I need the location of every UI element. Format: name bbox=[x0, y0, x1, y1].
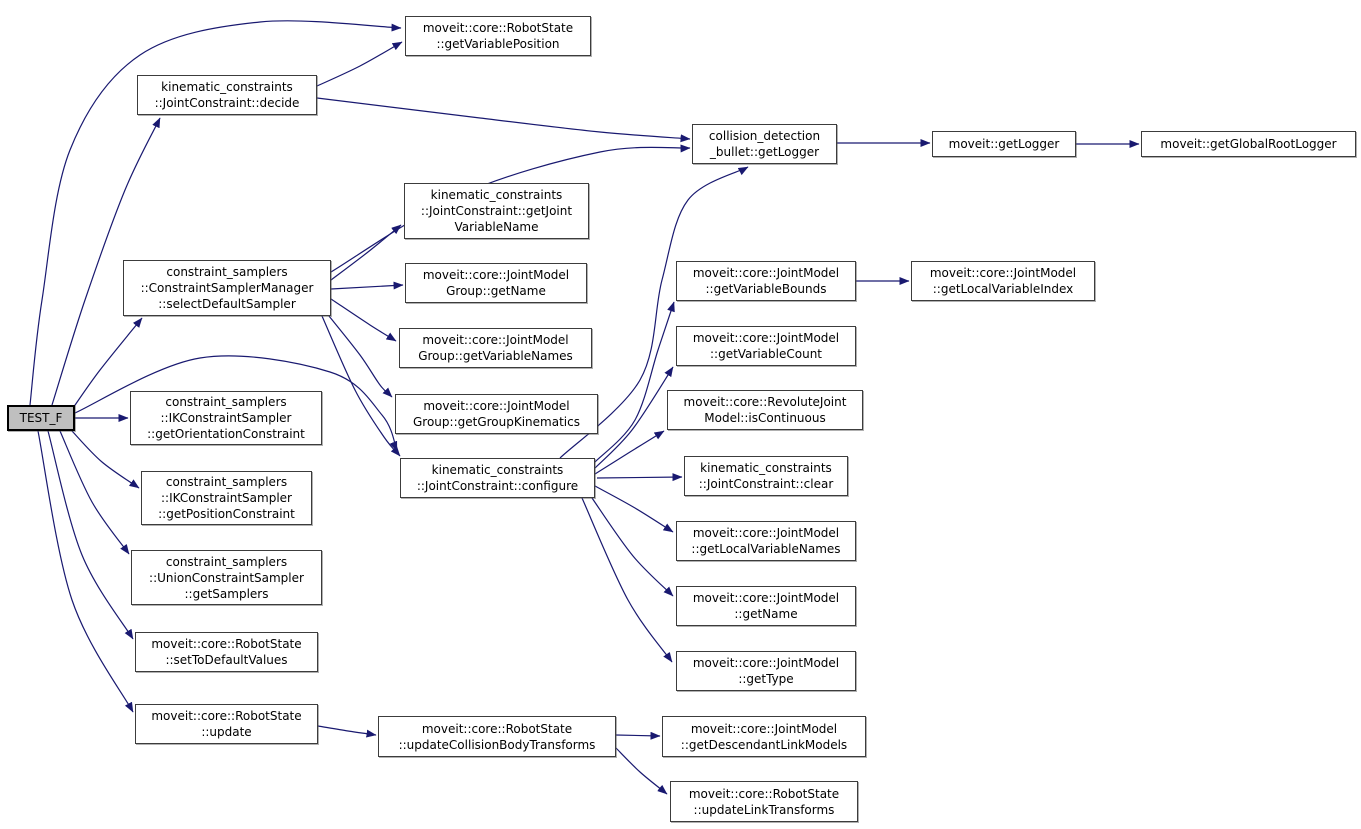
node-label-line: moveit::getGlobalRootLogger bbox=[1160, 137, 1337, 151]
node-jm-get-type[interactable] bbox=[676, 651, 856, 691]
node-label-line: ::update bbox=[201, 725, 252, 739]
node-label-line: constraint_samplers bbox=[165, 395, 287, 409]
node-label-line: constraint_samplers bbox=[165, 554, 288, 569]
node-revolute-is-continuous[interactable] bbox=[667, 390, 863, 430]
node-get-orientation-constraint[interactable] bbox=[130, 391, 322, 445]
node-label-line: ::JointConstraint::decide bbox=[154, 96, 300, 110]
node-update-collision-body-transforms[interactable] bbox=[378, 716, 616, 757]
node-test-f bbox=[7, 405, 75, 431]
node-label-line: ::updateCollisionBodyTransforms bbox=[398, 737, 596, 752]
node-label-line: ::IKConstraintSampler bbox=[161, 491, 292, 505]
node-label-line: moveit::core::JointModel bbox=[690, 721, 838, 736]
node-bullet-get-logger[interactable] bbox=[692, 124, 837, 164]
node-jm-get-local-variable-names[interactable] bbox=[676, 521, 856, 561]
node-label-line: ::IKConstraintSampler bbox=[160, 411, 292, 425]
node-label-line: constraint_samplers bbox=[165, 475, 288, 489]
node-label-line: ::ConstraintSamplerManager bbox=[140, 281, 314, 295]
node-label-line: moveit::core::JointModel bbox=[929, 266, 1077, 280]
node-label-line: ::getDescendantLinkModels bbox=[680, 737, 848, 752]
edge-select_default_sampler-to-get_joint_variable_name bbox=[331, 225, 401, 280]
node-label-line: moveit::core::JointModel bbox=[692, 331, 840, 345]
edge-test_f-to-union_get_samplers bbox=[60, 431, 129, 554]
node-label-line: Model::isContinuous bbox=[704, 411, 826, 425]
node-joint-constraint-decide[interactable] bbox=[137, 75, 317, 115]
node-label-line: moveit::core::JointModel bbox=[692, 526, 840, 540]
edge-select_default_sampler-to-jmg_get_variable_names bbox=[331, 299, 396, 341]
node-label-line: ::getVariableBounds bbox=[705, 282, 827, 296]
edge-joint_constraint_configure-to-jm_get_name bbox=[592, 498, 673, 596]
node-label-line: ::UnionConstraintSampler bbox=[149, 570, 304, 585]
node-label-line: ::getPositionConstraint bbox=[158, 507, 295, 521]
node-joint-constraint-configure[interactable] bbox=[400, 458, 595, 498]
node-get-position-constraint[interactable] bbox=[141, 471, 312, 525]
node-label-line: moveit::core::RobotState bbox=[422, 21, 574, 35]
node-label-line: Group::getVariableNames bbox=[418, 349, 573, 363]
node-label-line: VariableName bbox=[454, 220, 539, 234]
edge-update_collision_body_transforms-to-get_descendant_link_models bbox=[616, 735, 660, 736]
node-moveit-get-logger[interactable] bbox=[932, 131, 1076, 157]
node-label-line: kinematic_constraints bbox=[700, 461, 832, 475]
node-jm-get-variable-bounds[interactable] bbox=[676, 261, 856, 301]
node-label-line: ::updateLinkTransforms bbox=[693, 802, 835, 817]
node-label-line: moveit::core::JointModel bbox=[422, 268, 570, 282]
node-select-default-sampler[interactable] bbox=[123, 260, 331, 316]
node-label-line: kinematic_constraints bbox=[431, 463, 564, 477]
node-joint-constraint-clear[interactable] bbox=[684, 456, 848, 496]
node-jmg-get-group-kinematics[interactable] bbox=[395, 394, 598, 434]
node-label-line: constraint_samplers bbox=[166, 265, 288, 279]
node-label-line: ::getName bbox=[734, 607, 798, 621]
node-label-line: ::getLocalVariableIndex bbox=[932, 282, 1074, 296]
edge-joint_constraint_configure-to-jm_get_variable_bounds bbox=[595, 302, 674, 462]
edge-rs_update-to-update_collision_body_transforms bbox=[318, 726, 376, 735]
edge-select_default_sampler-to-jmg_get_group_kinematics bbox=[329, 316, 392, 397]
node-jm-get-variable-count[interactable] bbox=[676, 326, 856, 366]
node-label-line: moveit::core::RevoluteJoint bbox=[683, 395, 847, 409]
node-label-line: moveit::core::JointModel bbox=[692, 656, 840, 670]
node-label-line: collision_detection bbox=[708, 129, 821, 143]
node-label-line: kinematic_constraints bbox=[430, 188, 563, 202]
node-update-link-transforms[interactable] bbox=[670, 781, 858, 822]
node-label-line: moveit::core::RobotState bbox=[151, 709, 302, 723]
node-label-line: TEST_F bbox=[19, 411, 63, 425]
edge-joint_constraint_decide-to-get_variable_position bbox=[317, 42, 402, 86]
node-union-get-samplers[interactable] bbox=[131, 550, 322, 605]
node-label-line: ::JointConstraint::getJoint bbox=[420, 204, 573, 218]
node-label-line: kinematic_constraints bbox=[161, 80, 293, 94]
edge-test_f-to-rs_update bbox=[38, 431, 133, 712]
node-label-line: ::getVariablePosition bbox=[436, 37, 560, 51]
node-rs-update[interactable] bbox=[135, 704, 318, 744]
node-label-line: moveit::core::JointModel bbox=[692, 266, 840, 280]
node-label-line: _bullet::getLogger bbox=[709, 145, 820, 159]
node-label-line: moveit::core::JointModel bbox=[422, 333, 569, 347]
node-label-line: moveit::core::JointModel bbox=[423, 399, 570, 413]
node-jm-get-name[interactable] bbox=[676, 586, 856, 626]
node-label-line: moveit::core::RobotState bbox=[688, 786, 840, 801]
edge-joint_constraint_decide-to-bullet_get_logger bbox=[317, 98, 690, 139]
node-label-line: ::JointConstraint::configure bbox=[416, 479, 579, 493]
node-get-descendant-link-models[interactable] bbox=[662, 716, 866, 757]
node-get-joint-variable-name[interactable] bbox=[404, 183, 589, 239]
node-label-line: ::getLocalVariableNames bbox=[691, 542, 841, 556]
node-label-line: moveit::core::RobotState bbox=[421, 721, 573, 736]
node-get-global-root-logger[interactable] bbox=[1141, 131, 1356, 157]
edge-test_f-to-get_position_constraint bbox=[72, 431, 139, 488]
node-label-line: Group::getName bbox=[446, 284, 546, 298]
node-label-line: moveit::core::JointModel bbox=[692, 591, 840, 605]
node-label-line: ::selectDefaultSampler bbox=[158, 297, 296, 311]
edge-update_collision_body_transforms-to-update_link_transforms bbox=[616, 748, 667, 794]
node-label-line: moveit::core::RobotState bbox=[151, 637, 302, 651]
edge-select_default_sampler-to-jmg_get_name bbox=[331, 285, 403, 289]
node-label-line: ::JointConstraint::clear bbox=[698, 477, 834, 491]
node-label-line: ::getVariableCount bbox=[709, 347, 822, 361]
node-label-line: Group::getGroupKinematics bbox=[413, 415, 580, 429]
node-label-line: ::getSamplers bbox=[184, 586, 269, 601]
node-get-variable-position[interactable] bbox=[405, 16, 591, 56]
node-set-to-default-values[interactable] bbox=[135, 632, 318, 672]
node-jmg-get-name[interactable] bbox=[405, 263, 587, 303]
edge-joint_constraint_configure-to-jm_get_local_variable_names bbox=[595, 486, 673, 532]
node-label-line: ::getOrientationConstraint bbox=[147, 427, 305, 441]
node-jmg-get-variable-names[interactable] bbox=[399, 328, 592, 368]
node-label-line: ::setToDefaultValues bbox=[165, 653, 288, 667]
node-jm-get-local-variable-index[interactable] bbox=[911, 261, 1095, 301]
edge-joint_constraint_configure-to-joint_constraint_clear bbox=[597, 477, 682, 478]
node-label-line: moveit::getLogger bbox=[948, 137, 1060, 151]
edge-test_f-to-set_to_default_values bbox=[48, 431, 133, 639]
node-label-line: ::getType bbox=[738, 672, 794, 686]
